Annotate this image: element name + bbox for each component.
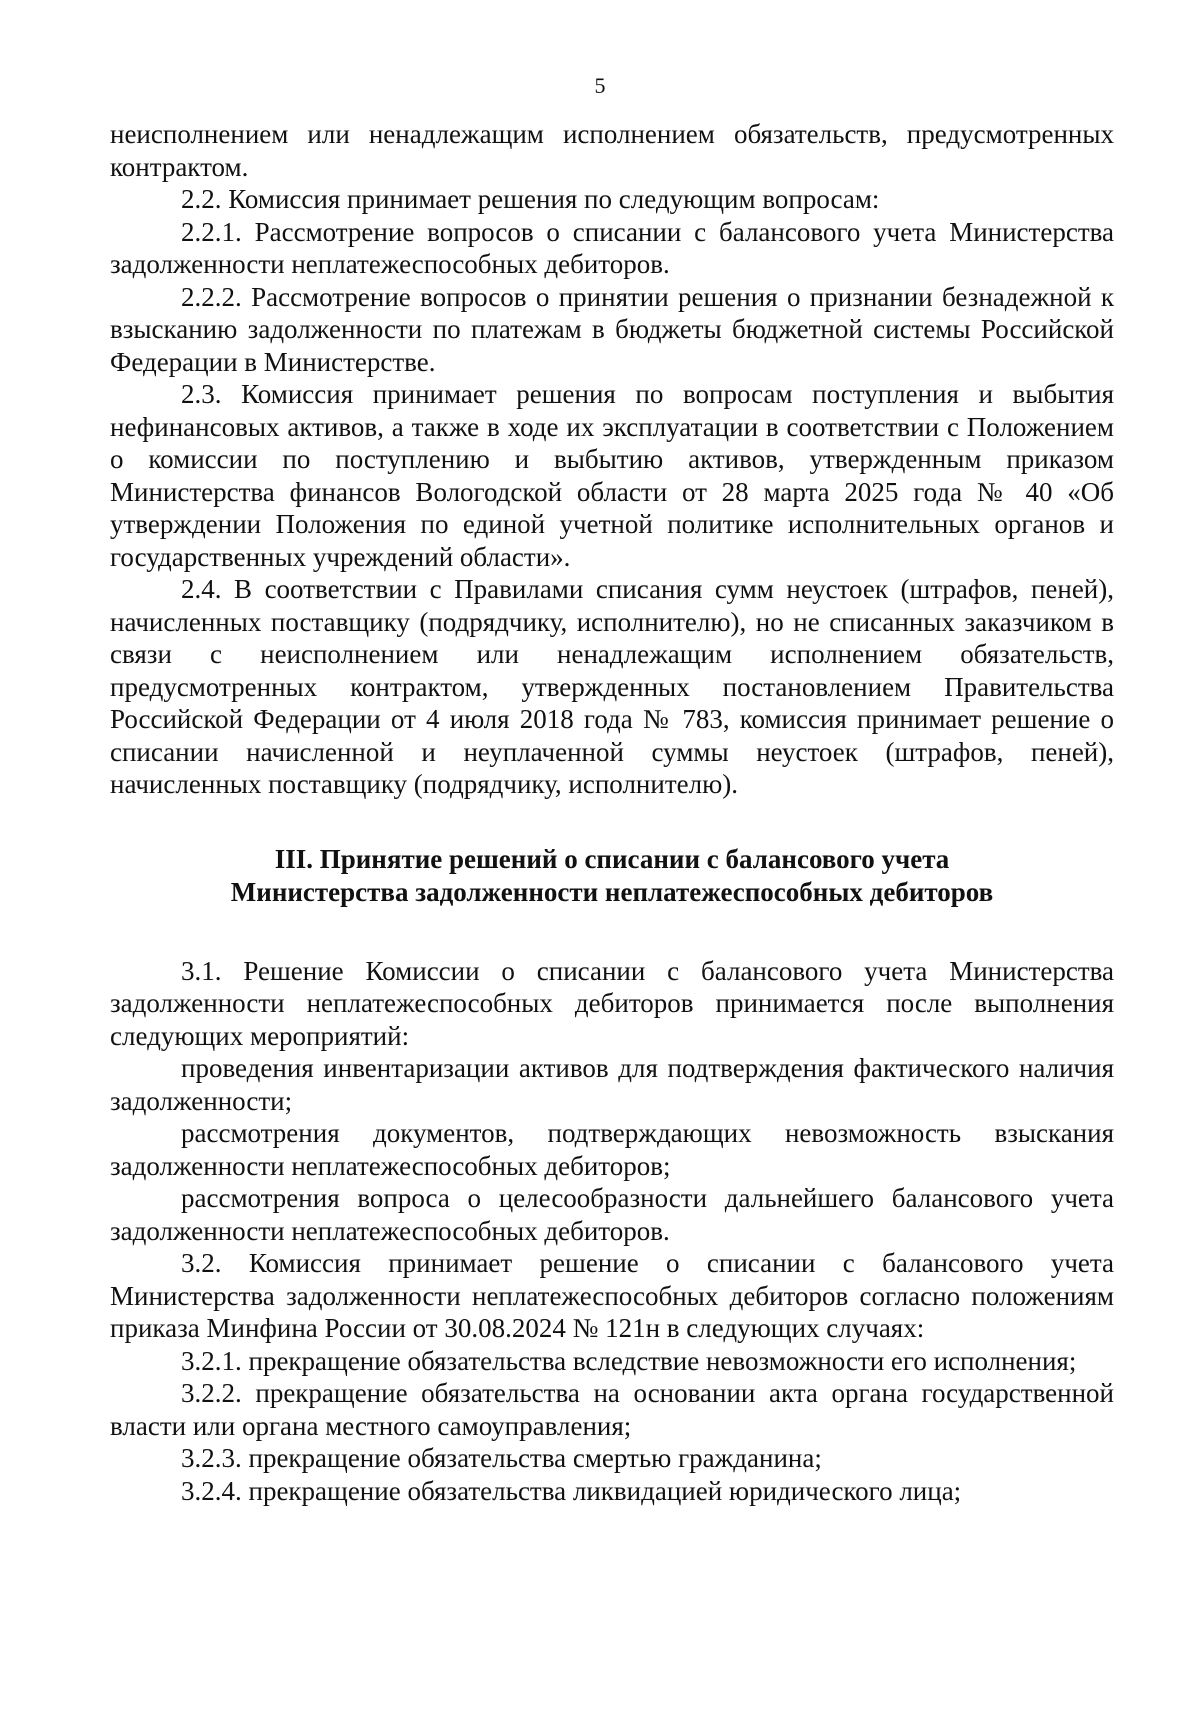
paragraph-3-2: 3.2. Комиссия принимает решение о списании с балансового учета Министерства задолженности неплатежеспособных дебиторов согласно положениям приказа Минфина России от 30.08.2024 № 121н в следующих случаях: bbox=[110, 1248, 1114, 1343]
section-heading bbox=[110, 843, 1114, 909]
paragraph-3-2-1: 3.2.1. прекращение обязательства вследствие невозможности его исполнения; bbox=[181, 1345, 1077, 1376]
paragraph-continuation: неисполнением или ненадлежащим исполнением обязательств, предусмотренных контрактом. bbox=[110, 119, 1114, 182]
paragraph-2-4: 2.4. В соответствии с Правилами списания сумм неустоек (штрафов, пеней), начисленных поставщику (подрядчику, исполнителю), но не списанных заказчиком в связи с неисполнением или ненадлежащим исполнением обязательств, предусмотренных контрактом, утвержденных постановлением Правительства Российской Федерации от 4 июля 2018 года № 783, комиссия принимает решение о списании начисленной и неуплаченной суммы неустоек (штрафов, пеней), начисленных поставщику (подрядчику, исполнителю). bbox=[110, 574, 1114, 799]
paragraph-3-2-3: 3.2.3. прекращение обязательства смертью гражданина; bbox=[181, 1443, 822, 1473]
paragraph-3-1-item-documents: рассмотрения документов, подтверждающих невозможность взыскания задолженности неплатежеспособных дебиторов; bbox=[110, 1118, 1114, 1181]
paragraph-2-2-2: 2.2.2. Рассмотрение вопросов о принятии решения о признании безнадежной к взысканию задолженности по платежам в бюджеты бюджетной системы Российской Федерации в Министерстве. bbox=[110, 281, 1114, 377]
document-body bbox=[110, 118, 1114, 1507]
paragraph-3-1-item-inventory: проведения инвентаризации активов для подтверждения фактического наличия задолженности; bbox=[110, 1053, 1114, 1116]
paragraph-2-3: 2.3. Комиссия принимает решения по вопросам поступления и выбытия нефинансовых активов, а также в ходе их эксплуатации в соответствии с Положением о комиссии по поступлению и выбытию активов, утвержденным приказом Министерства финансов Вологодской области от 28 марта 2025 года № 40 «Об утверждении Положения по единой учетной политике исполнительных органов и государственных учреждений области». bbox=[110, 379, 1114, 572]
paragraph-2-2-1: 2.2.1. Рассмотрение вопросов о списании с балансового учета Министерства задолженности неплатежеспособных дебиторов. bbox=[110, 216, 1114, 279]
section-heading-line-1: III. Принятие решений о списании с балансового учета bbox=[274, 843, 950, 874]
paragraph-3-2-4: 3.2.4. прекращение обязательства ликвидацией юридического лица; bbox=[181, 1475, 962, 1506]
paragraph-3-1: 3.1. Решение Комиссии о списании с балансового учета Министерства задолженности неплатежеспособных дебиторов принимается после выполнения следующих мероприятий: bbox=[110, 955, 1114, 1051]
paragraph-2-2: 2.2. Комиссия принимает решения по следующим вопросам: bbox=[181, 184, 880, 214]
section-heading-line-2: Министерства задолженности неплатежеспособных дебиторов bbox=[230, 876, 994, 907]
paragraph-3-2-2: 3.2.2. прекращение обязательства на основании акта органа государственной власти или органа местного самоуправления; bbox=[110, 1378, 1114, 1441]
paragraph-3-1-item-expediency: рассмотрения вопроса о целесообразности дальнейшего балансового учета задолженности неплатежеспособных дебиторов. bbox=[110, 1183, 1114, 1246]
page-number: 5 bbox=[594, 73, 606, 98]
